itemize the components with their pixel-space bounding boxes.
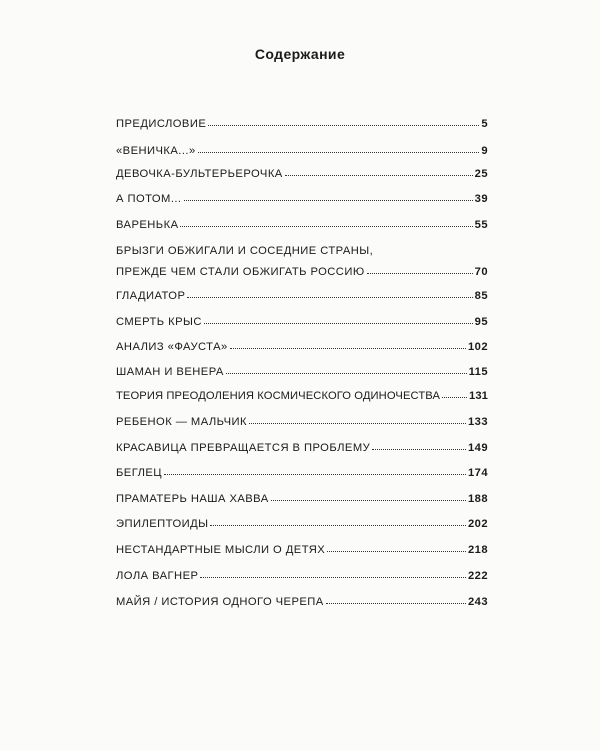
toc-entry-page: 222 xyxy=(467,570,488,582)
toc-entry xyxy=(116,286,488,307)
toc-entry-title: ВАРЕНЬКА xyxy=(116,219,179,231)
toc-entry-title: ДЕВОЧКА-БУЛЬТЕРЬЕРОЧКА xyxy=(116,168,283,180)
toc-entry xyxy=(116,592,488,613)
toc-entry xyxy=(116,164,488,185)
toc-entry-title: ТЕОРИЯ ПРЕОДОЛЕНИЯ КОСМИЧЕСКОГО ОДИНОЧЕСТВА xyxy=(116,390,441,402)
toc-entry-title: ПРЕЖДЕ ЧЕМ СТАЛИ ОБЖИГАТЬ РОССИЮ xyxy=(116,266,365,278)
dot-leader xyxy=(164,473,466,475)
toc-entry-page: 25 xyxy=(474,168,488,180)
page-title: Содержание xyxy=(254,46,346,62)
toc-entry xyxy=(116,412,488,433)
dot-leader xyxy=(210,524,465,526)
toc-entry-title: НЕСТАНДАРТНЫЕ МЫСЛИ О ДЕТЯХ xyxy=(116,544,326,556)
toc-entry xyxy=(116,489,488,510)
toc-entry-title: МАЙЯ / ИСТОРИЯ ОДНОГО ЧЕРЕПА xyxy=(116,596,324,608)
toc-entry-title: А ПОТОМ... xyxy=(116,193,182,205)
dot-leader xyxy=(271,499,466,501)
toc-entry xyxy=(116,189,488,210)
toc-entry-title: ЭПИЛЕПТОИДЫ xyxy=(116,518,209,530)
dot-leader xyxy=(372,448,466,450)
dot-leader xyxy=(442,396,467,398)
toc-entry-title-line1: БРЫЗГИ ОБЖИГАЛИ И СОСЕДНИЕ СТРАНЫ, xyxy=(116,245,374,257)
dot-leader xyxy=(367,272,473,274)
toc-entry-page: 95 xyxy=(474,316,488,328)
toc-entry-title: ЛОЛА ВАГНЕР xyxy=(116,570,199,582)
toc-entry-title: ШАМАН И ВЕНЕРА xyxy=(116,366,224,378)
toc-entry-page: 149 xyxy=(467,442,488,454)
toc-entry xyxy=(116,463,488,484)
dot-leader xyxy=(180,225,472,227)
toc-entry xyxy=(116,215,488,236)
toc-entry-title: ГЛАДИАТОР xyxy=(116,290,186,302)
toc-entry-page: 174 xyxy=(467,467,488,479)
toc-entry-page: 133 xyxy=(467,416,488,428)
toc-entry xyxy=(116,114,488,135)
toc-entry-page: 188 xyxy=(467,493,488,505)
toc-entry-page: 9 xyxy=(481,145,488,157)
toc-entry xyxy=(116,241,488,283)
dot-leader xyxy=(184,199,473,201)
dot-leader xyxy=(226,372,467,374)
dot-leader xyxy=(249,422,466,424)
dot-leader xyxy=(208,124,479,126)
toc-entry xyxy=(116,438,488,459)
toc-entry-page: 115 xyxy=(468,366,488,378)
dot-leader xyxy=(187,296,472,298)
toc-entry xyxy=(116,337,488,358)
toc-entry-title: ПРАМАТЕРЬ НАША ХАВВА xyxy=(116,493,269,505)
toc-entry-page: 85 xyxy=(474,290,488,302)
dot-leader xyxy=(198,151,480,153)
dot-leader xyxy=(204,322,473,324)
toc-entry-title: РЕБЕНОК — МАЛЬЧИК xyxy=(116,416,247,428)
toc-entry xyxy=(116,312,488,333)
dot-leader xyxy=(230,347,466,349)
toc-entry xyxy=(116,141,488,162)
toc-entry-title: ПРЕДИСЛОВИЕ xyxy=(116,118,207,130)
toc-entry-page: 218 xyxy=(467,544,488,556)
dot-leader xyxy=(327,550,466,552)
toc-entry-title: СМЕРТЬ КРЫС xyxy=(116,316,202,328)
toc-entry-page: 5 xyxy=(481,118,488,130)
toc-entry xyxy=(116,386,488,407)
dot-leader xyxy=(285,174,473,176)
toc-entry-title: БЕГЛЕЦ xyxy=(116,467,163,479)
toc-entry-title: АНАЛИЗ «ФАУСТА» xyxy=(116,341,228,353)
dot-leader xyxy=(200,576,466,578)
toc-entry-title: «ВЕНИЧКА...» xyxy=(116,145,196,157)
toc-entry-page: 202 xyxy=(467,518,488,530)
dot-leader xyxy=(326,602,466,604)
toc-entry-page: 70 xyxy=(474,266,488,278)
toc-entry-page: 243 xyxy=(467,596,488,608)
toc-entry xyxy=(116,566,488,587)
toc-entry xyxy=(116,362,488,383)
toc-entry xyxy=(116,540,488,561)
toc-entry-title: КРАСАВИЦА ПРЕВРАЩАЕТСЯ В ПРОБЛЕМУ xyxy=(116,442,371,454)
toc-entry xyxy=(116,514,488,535)
toc-entry-page: 39 xyxy=(474,193,488,205)
toc-entry-page: 131 xyxy=(469,390,488,402)
toc-entry-page: 102 xyxy=(467,341,488,353)
toc-entry-page: 55 xyxy=(474,219,488,231)
